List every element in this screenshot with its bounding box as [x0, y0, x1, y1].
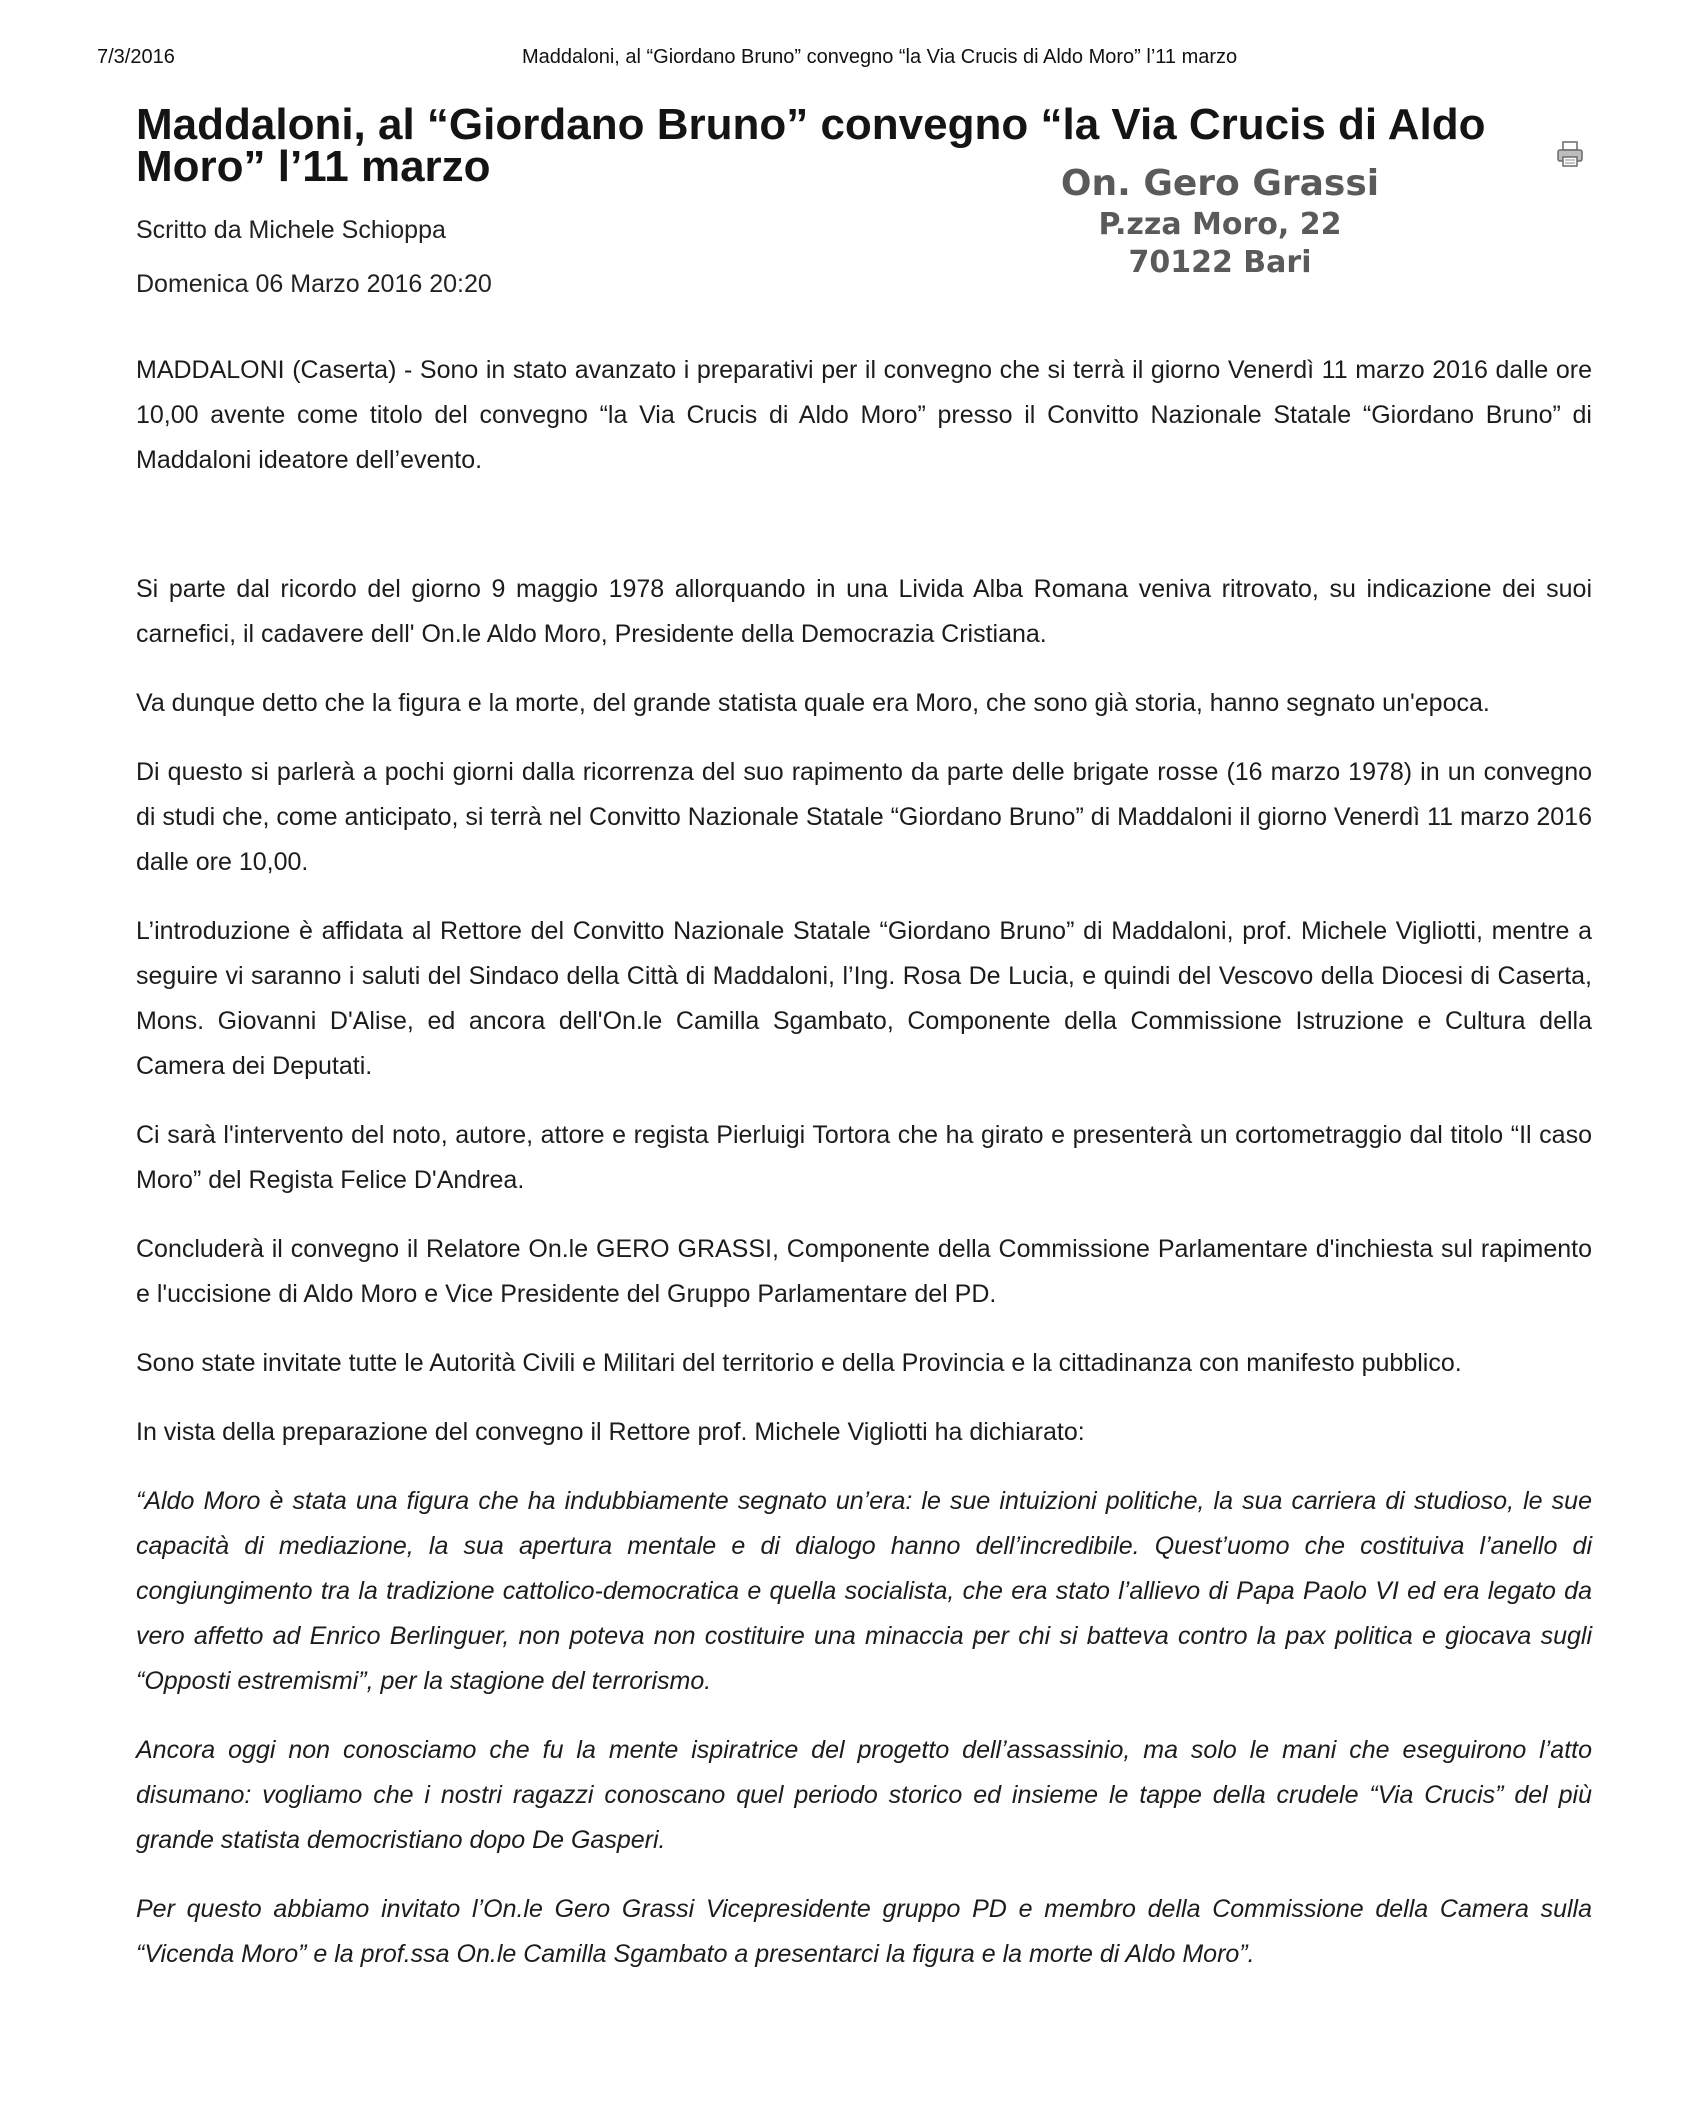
- article-paragraph: In vista della preparazione del convegno il Rettore prof. Michele Vigliotti ha dichiarato:: [136, 1418, 1085, 1446]
- stamp-line: 70122 Bari: [1128, 245, 1312, 280]
- stamp-line: On. Gero Grassi: [1060, 163, 1380, 204]
- article-title: Maddaloni, al “Giordano Bruno” convegno “la Via Crucis di Aldo Moro” l’11 marzo: [136, 100, 1486, 191]
- quote-paragraph: Ancora oggi non conosciamo che fu la mente ispiratrice del progetto dell’assassinio, ma solo le mani che eseguirono l’atto disumano: vogliamo che i nostri ragazzi conoscano quel periodo storico ed insieme le tappe della crudele “Via Crucis” del più grande statista democristiano dopo De Gasperi.: [136, 1736, 1592, 1854]
- print-header-title: Maddaloni, al “Giordano Bruno” convegno “la Via Crucis di Aldo Moro” l’11 marzo: [522, 46, 1238, 68]
- article-paragraph: L’introduzione è affidata al Rettore del Convitto Nazionale Statale “Giordano Bruno” di Maddaloni, prof. Michele Vigliotti, mentre a seguire vi saranno i saluti del Sindaco della Città di Maddaloni, l’Ing. Rosa De Lucia, e quindi del Vescovo della Diocesi di Caserta, Mons. Giovanni D'Alise, ed ancora dell'On.le Camilla Sgambato, Componente della Commissione Istruzione e Cultura della Camera dei Deputati.: [136, 917, 1592, 1080]
- article-date: Domenica 06 Marzo 2016 20:20: [136, 270, 492, 298]
- printer-icon[interactable]: [1555, 140, 1585, 168]
- article-paragraph: Va dunque detto che la figura e la morte, del grande statista quale era Moro, che sono già storia, hanno segnato un'epoca.: [136, 689, 1490, 717]
- quote-paragraph: “Aldo Moro è stata una figura che ha indubbiamente segnato un’era: le sue intuizioni politiche, la sua carriera di studioso, le sue capacità di mediazione, la sua apertura mentale e di dialogo hanno dell’incredibile. Quest’uomo che costituiva l’anello di congiungimento tra la tradizione cattolico-democratica e quella socialista, che era stato l’allievo di Papa Paolo VI ed era legato da vero affetto ad Enrico Berlinguer, non poteva non costituire una minaccia per chi si batteva contro la pax politica e giocava sugli “Opposti estremismi”, per la stagione del terrorismo.: [136, 1487, 1592, 1695]
- address-stamp: [1060, 162, 1380, 282]
- article-paragraph: Di questo si parlerà a pochi giorni dalla ricorrenza del suo rapimento da parte delle brigate rosse (16 marzo 1978) in un convegno di studi che, come anticipato, si terrà nel Convitto Nazionale Statale “Giordano Bruno” di Maddaloni il giorno Venerdì 11 marzo 2016 dalle ore 10,00.: [136, 758, 1592, 876]
- article-paragraph: Ci sarà l'intervento del noto, autore, attore e regista Pierluigi Tortora che ha girato e presenterà un cortometraggio dal titolo “Il caso Moro” del Regista Felice D'Andrea.: [136, 1121, 1592, 1194]
- article-paragraph: Si parte dal ricordo del giorno 9 maggio 1978 allorquando in una Livida Alba Romana veniva ritrovato, su indicazione dei suoi carnefici, il cadavere dell' On.le Aldo Moro, Presidente della Democrazia Cristiana.: [136, 575, 1592, 648]
- article-paragraph: Sono state invitate tutte le Autorità Civili e Militari del territorio e della Provincia e la cittadinanza con manifesto pubblico.: [136, 1349, 1462, 1377]
- stamp-line: P.zza Moro, 22: [1098, 207, 1342, 242]
- article-paragraph: MADDALONI (Caserta) - Sono in stato avanzato i preparativi per il convegno che si terrà il giorno Venerdì 11 marzo 2016 dalle ore 10,00 avente come titolo del convegno “la Via Crucis di Aldo Moro” presso il Convitto Nazionale Statale “Giordano Bruno” di Maddaloni ideatore dell’evento.: [136, 356, 1592, 474]
- article-paragraph: Concluderà il convegno il Relatore On.le GERO GRASSI, Componente della Commissione Parlamentare d'inchiesta sul rapimento e l'uccisione di Aldo Moro e Vice Presidente del Gruppo Parlamentare del PD.: [136, 1235, 1592, 1308]
- quote-paragraph: Per questo abbiamo invitato l’On.le Gero Grassi Vicepresidente gruppo PD e membro della Commissione della Camera sulla “Vicenda Moro” e la prof.ssa On.le Camilla Sgambato a presentarci la figura e la morte di Aldo Moro”.: [136, 1895, 1592, 1968]
- article-author: Scritto da Michele Schioppa: [136, 216, 446, 244]
- article-body: [136, 348, 1592, 2001]
- print-header-date: 7/3/2016: [97, 46, 175, 68]
